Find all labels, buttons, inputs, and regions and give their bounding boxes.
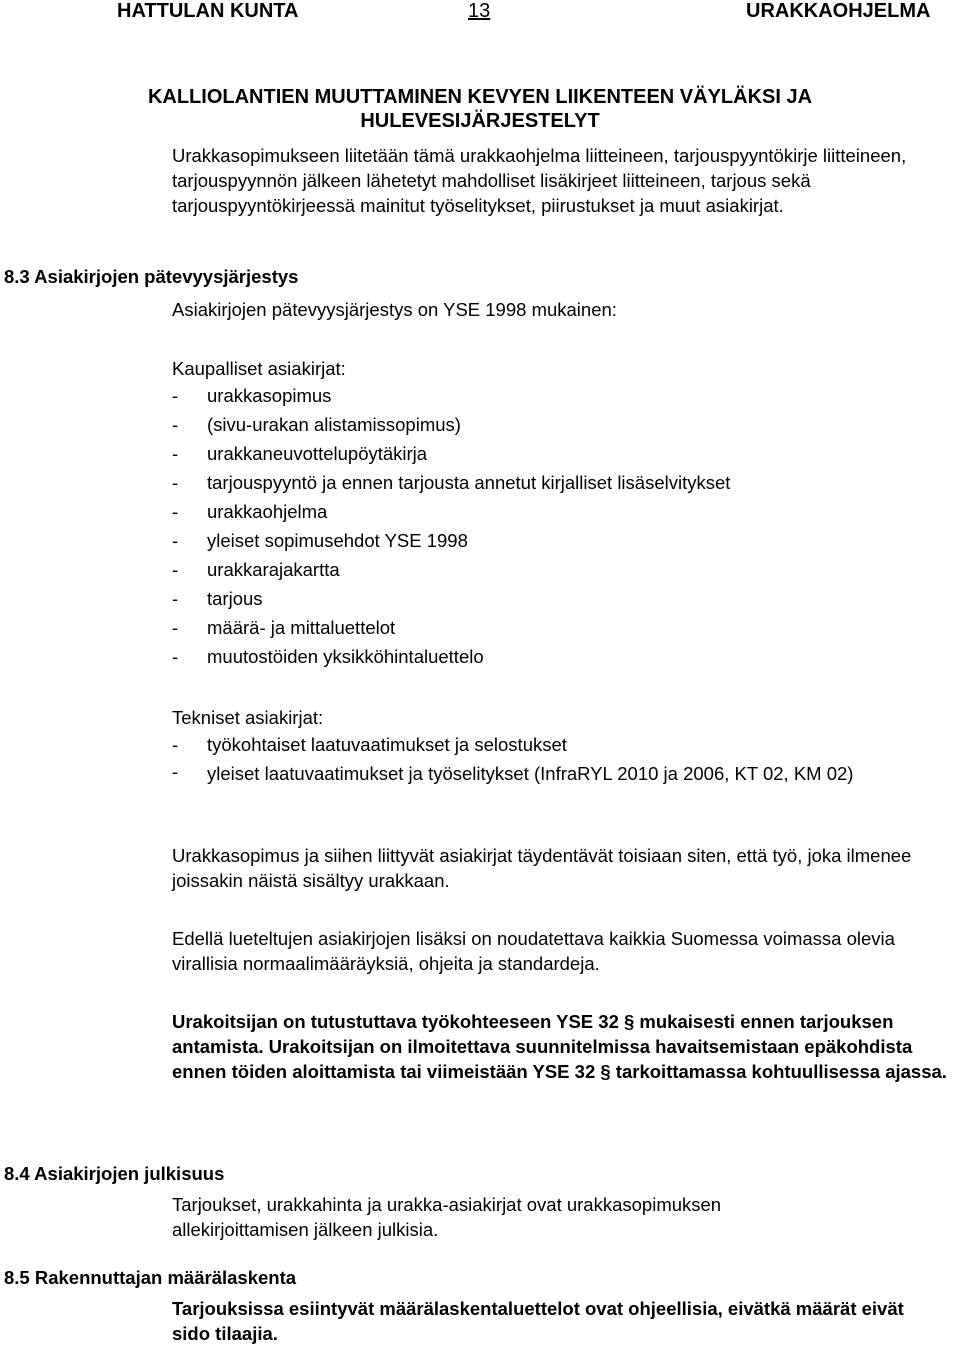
list-item-text: yleiset laatuvaatimukset ja työselitykset (InfraRYL 2010 ja 2006, KT 02, KM 02) — [207, 763, 854, 784]
list-bullet-dash: - — [172, 472, 179, 493]
commercial-documents-list — [172, 381, 730, 671]
list-item — [172, 497, 730, 526]
list-item-text: muutostöiden yksikköhintaluettelo — [207, 646, 484, 667]
list-bullet-dash: - — [172, 734, 179, 755]
technical-documents-label: Tekniset asiakirjat: — [172, 707, 324, 728]
section-8-3-heading: 8.3 Asiakirjojen pätevyysjärjestys — [4, 266, 299, 287]
technical-documents-list — [172, 730, 942, 786]
list-item-text: määrä- ja mittaluettelot — [207, 617, 396, 638]
list-item — [172, 555, 730, 584]
list-bullet-dash: - — [172, 414, 179, 435]
list-item — [172, 759, 942, 786]
list-item — [172, 468, 730, 497]
list-item-text: tarjous — [207, 588, 263, 609]
header-organization: HATTULAN KUNTA — [117, 0, 299, 22]
section-8-5-text: Tarjouksissa esiintyvät määrälaskentaluettelot ovat ohjeellisia, eivätkä määrät eivät sido tilaajia. — [172, 1298, 904, 1344]
section-8-3-paragraph-2: Edellä lueteltujen asiakirjojen lisäksi on noudatettava kaikkia Suomessa voimassa olevia virallisia normaalimääräyksiä, ohjeita ja standardeja. — [172, 928, 895, 974]
list-bullet-dash: - — [172, 588, 179, 609]
list-item — [172, 730, 942, 759]
list-item — [172, 613, 730, 642]
list-bullet-dash: - — [172, 646, 179, 667]
section-8-4-text: Tarjoukset, urakkahinta ja urakka-asiakirjat ovat urakkasopimuksen allekirjoittamisen jälkeen julkisia. — [172, 1194, 722, 1240]
list-item — [172, 642, 730, 671]
list-bullet-dash: - — [172, 617, 179, 638]
header-document-type: URAKKAOHJELMA — [746, 0, 931, 22]
intro-paragraph: Urakkasopimukseen liitetään tämä urakkaohjelma liitteineen, tarjouspyyntökirje liitteineen, tarjouspyynnön jälkeen lähetetyt mahdolliset lisäkirjeet liitteineen, tarjous sekä tarjouspyyntökirjeessä mainitut työselitykset, piirustukset ja muut asiakirjat. — [172, 145, 907, 216]
list-item — [172, 381, 730, 410]
list-bullet-dash: - — [172, 559, 179, 580]
list-bullet-dash: - — [172, 501, 179, 522]
list-bullet-dash: - — [172, 761, 179, 782]
list-item — [172, 410, 730, 439]
document-title-line2: HULEVESIJÄRJESTELYT — [360, 110, 600, 132]
section-8-3-paragraph-3: Urakoitsijan on tutustuttava työkohteeseen YSE 32 § mukaisesti ennen tarjouksen antamista. Urakoitsijan on ilmoitettava suunnitelmissa havaitsemistaan epäkohdista ennen töiden aloittamista tai viimeistään YSE 32 § tarkoittamassa kohtuullisessa ajassa. — [172, 1011, 947, 1082]
header-page-number: 13 — [468, 0, 491, 22]
list-item-text: urakkasopimus — [207, 385, 332, 406]
list-item-text: urakkaohjelma — [207, 501, 328, 522]
section-8-4-heading: 8.4 Asiakirjojen julkisuus — [4, 1163, 225, 1184]
section-8-3-lead: Asiakirjojen pätevyysjärjestys on YSE 1998 mukainen: — [172, 299, 617, 320]
list-item-text: urakkaneuvottelupöytäkirja — [207, 443, 428, 464]
list-item-text: (sivu-urakan alistamissopimus) — [207, 414, 461, 435]
section-8-5-heading: 8.5 Rakennuttajan määrälaskenta — [4, 1267, 297, 1288]
list-item — [172, 526, 730, 555]
list-bullet-dash: - — [172, 385, 179, 406]
list-item-text: yleiset sopimusehdot YSE 1998 — [207, 530, 468, 551]
list-item-text: urakkarajakartta — [207, 559, 340, 580]
list-item-text: työkohtaiset laatuvaatimukset ja selostukset — [207, 734, 567, 755]
list-item — [172, 584, 730, 613]
commercial-documents-label: Kaupalliset asiakirjat: — [172, 358, 346, 379]
document-title-line1: KALLIOLANTIEN MUUTTAMINEN KEVYEN LIIKENTEEN VÄYLÄKSI JA — [147, 86, 813, 108]
list-bullet-dash: - — [172, 530, 179, 551]
section-8-3-paragraph-1: Urakkasopimus ja siihen liittyvät asiakirjat täydentävät toisiaan siten, että työ, joka ilmenee joissakin näistä sisältyy urakkaan. — [172, 845, 912, 891]
list-item — [172, 439, 730, 468]
list-item-text: tarjouspyyntö ja ennen tarjousta annetut kirjalliset lisäselvitykset — [207, 472, 731, 493]
list-bullet-dash: - — [172, 443, 179, 464]
